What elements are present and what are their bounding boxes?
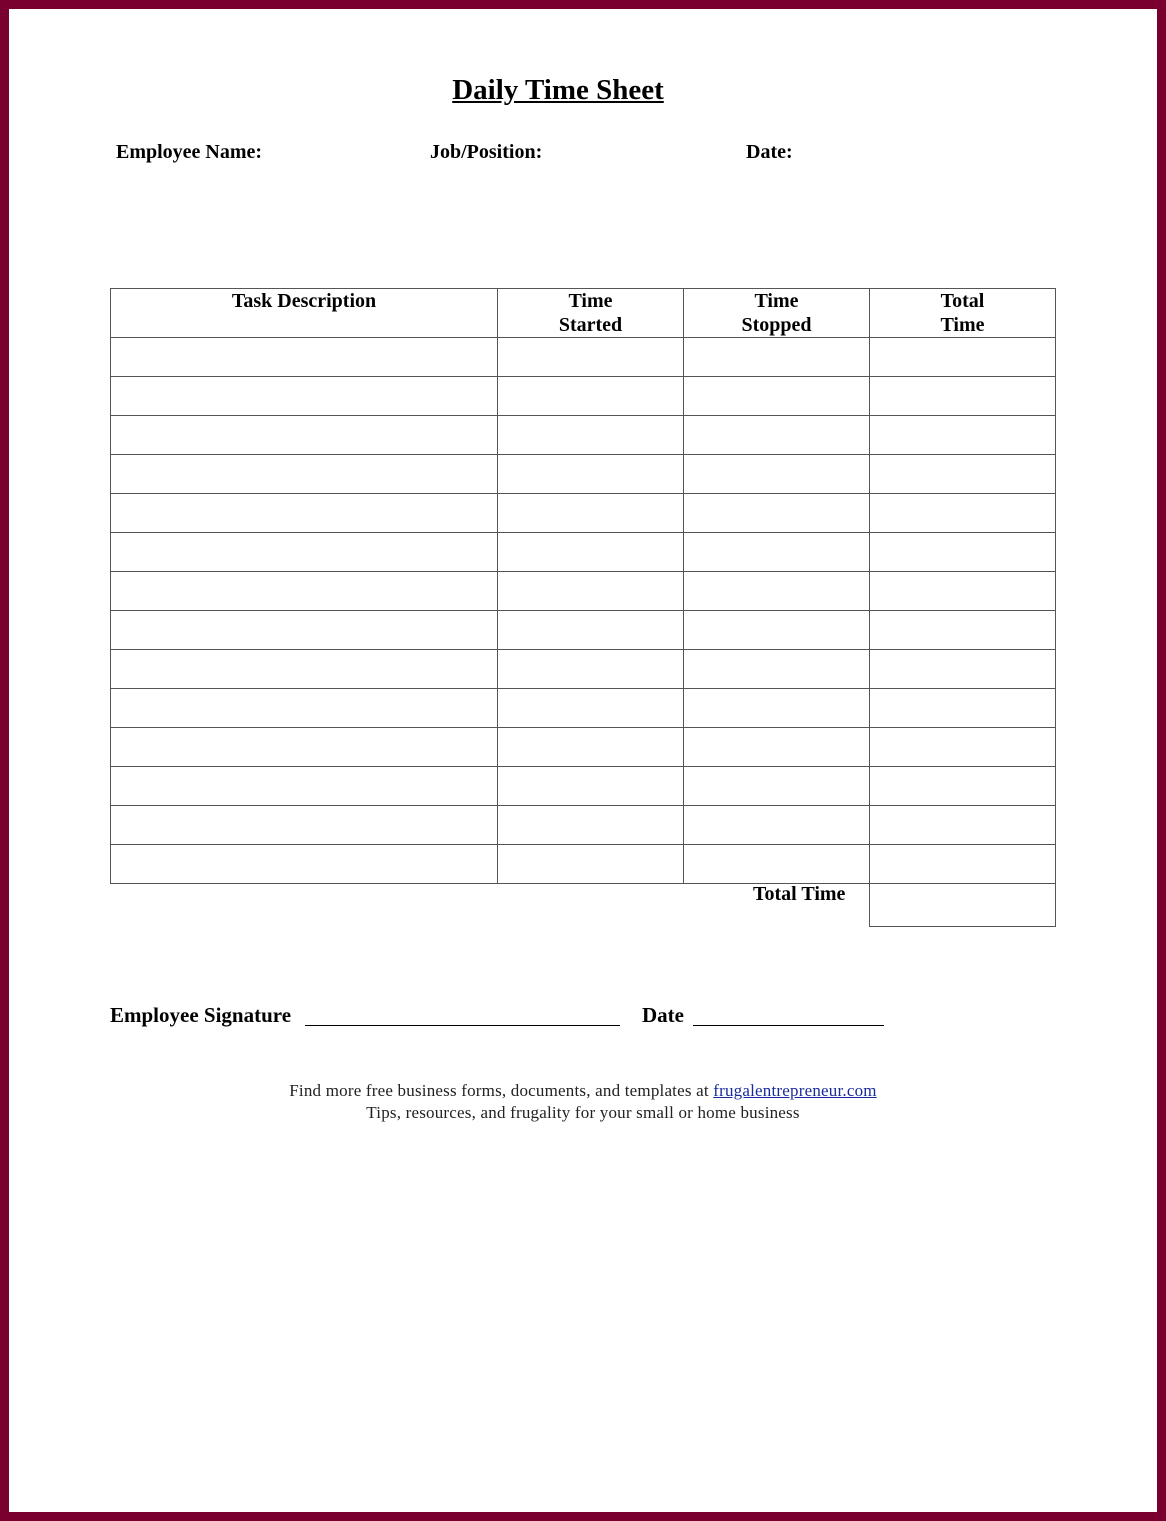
page-title: Daily Time Sheet <box>452 74 664 106</box>
total-time-label: Total Time <box>753 883 846 905</box>
table-row <box>111 377 1056 416</box>
cell-task-description[interactable] <box>111 806 498 845</box>
cell-time-started[interactable] <box>498 533 684 572</box>
cell-time-started[interactable] <box>498 377 684 416</box>
table-row <box>111 845 1056 884</box>
table-row <box>111 806 1056 845</box>
footer-line-2: Tips, resources, and frugality for your small or home business <box>366 1103 800 1122</box>
table-body <box>111 338 1056 884</box>
cell-time-stopped[interactable] <box>684 494 870 533</box>
cell-total-time[interactable] <box>870 494 1056 533</box>
footer-link[interactable]: frugalentrepreneur.com <box>713 1081 877 1100</box>
employee-signature-label: Employee Signature <box>110 1003 292 1027</box>
cell-time-stopped[interactable] <box>684 377 870 416</box>
table-row <box>111 611 1056 650</box>
cell-task-description[interactable] <box>111 728 498 767</box>
cell-total-time[interactable] <box>870 845 1056 884</box>
table-row <box>111 572 1056 611</box>
header-time-stopped: Time Stopped <box>684 289 870 338</box>
total-time-cell[interactable] <box>869 881 1056 927</box>
table-row <box>111 494 1056 533</box>
cell-time-stopped[interactable] <box>684 533 870 572</box>
cell-total-time[interactable] <box>870 572 1056 611</box>
table-row <box>111 455 1056 494</box>
cell-task-description[interactable] <box>111 455 498 494</box>
table-row <box>111 533 1056 572</box>
cell-time-stopped[interactable] <box>684 455 870 494</box>
cell-time-started[interactable] <box>498 455 684 494</box>
cell-time-stopped[interactable] <box>684 572 870 611</box>
cell-task-description[interactable] <box>111 533 498 572</box>
cell-time-started[interactable] <box>498 689 684 728</box>
cell-total-time[interactable] <box>870 455 1056 494</box>
cell-total-time[interactable] <box>870 806 1056 845</box>
cell-total-time[interactable] <box>870 611 1056 650</box>
table-header-row <box>111 289 1056 338</box>
signature-line[interactable] <box>305 1025 620 1026</box>
cell-task-description[interactable] <box>111 611 498 650</box>
cell-total-time[interactable] <box>870 767 1056 806</box>
cell-total-time[interactable] <box>870 338 1056 377</box>
cell-time-stopped[interactable] <box>684 611 870 650</box>
table-row <box>111 338 1056 377</box>
cell-time-stopped[interactable] <box>684 767 870 806</box>
header-total-time: Total Time <box>870 289 1056 338</box>
cell-task-description[interactable] <box>111 377 498 416</box>
date-label: Date: <box>746 141 793 163</box>
header-time-started: Time Started <box>498 289 684 338</box>
signature-date-line[interactable] <box>693 1025 884 1026</box>
cell-task-description[interactable] <box>111 767 498 806</box>
cell-time-started[interactable] <box>498 845 684 884</box>
cell-total-time[interactable] <box>870 650 1056 689</box>
cell-task-description[interactable] <box>111 689 498 728</box>
time-sheet-table <box>110 288 1056 884</box>
cell-time-stopped[interactable] <box>684 845 870 884</box>
cell-task-description[interactable] <box>111 572 498 611</box>
cell-task-description[interactable] <box>111 650 498 689</box>
cell-time-stopped[interactable] <box>684 416 870 455</box>
cell-time-started[interactable] <box>498 728 684 767</box>
cell-task-description[interactable] <box>111 338 498 377</box>
cell-task-description[interactable] <box>111 494 498 533</box>
cell-time-stopped[interactable] <box>684 806 870 845</box>
cell-time-started[interactable] <box>498 767 684 806</box>
employee-name-label: Employee Name: <box>116 141 263 163</box>
cell-time-started[interactable] <box>498 611 684 650</box>
cell-total-time[interactable] <box>870 416 1056 455</box>
cell-total-time[interactable] <box>870 689 1056 728</box>
signature-date-label: Date <box>642 1003 684 1027</box>
cell-total-time[interactable] <box>870 728 1056 767</box>
cell-time-started[interactable] <box>498 806 684 845</box>
cell-time-stopped[interactable] <box>684 689 870 728</box>
cell-time-started[interactable] <box>498 650 684 689</box>
cell-time-stopped[interactable] <box>684 728 870 767</box>
footer-text: Find more free business forms, documents, and templates at <box>289 1081 714 1100</box>
cell-task-description[interactable] <box>111 416 498 455</box>
cell-time-started[interactable] <box>498 416 684 455</box>
table-row <box>111 650 1056 689</box>
cell-time-started[interactable] <box>498 338 684 377</box>
header-task-description: Task Description <box>111 289 498 338</box>
job-position-label: Job/Position: <box>430 141 543 163</box>
footer-line-1 <box>0 1081 1166 1101</box>
cell-time-started[interactable] <box>498 494 684 533</box>
table-row <box>111 416 1056 455</box>
cell-task-description[interactable] <box>111 845 498 884</box>
cell-total-time[interactable] <box>870 377 1056 416</box>
table-row <box>111 689 1056 728</box>
table-row <box>111 767 1056 806</box>
table-row <box>111 728 1056 767</box>
cell-time-started[interactable] <box>498 572 684 611</box>
cell-total-time[interactable] <box>870 533 1056 572</box>
cell-time-stopped[interactable] <box>684 650 870 689</box>
cell-time-stopped[interactable] <box>684 338 870 377</box>
